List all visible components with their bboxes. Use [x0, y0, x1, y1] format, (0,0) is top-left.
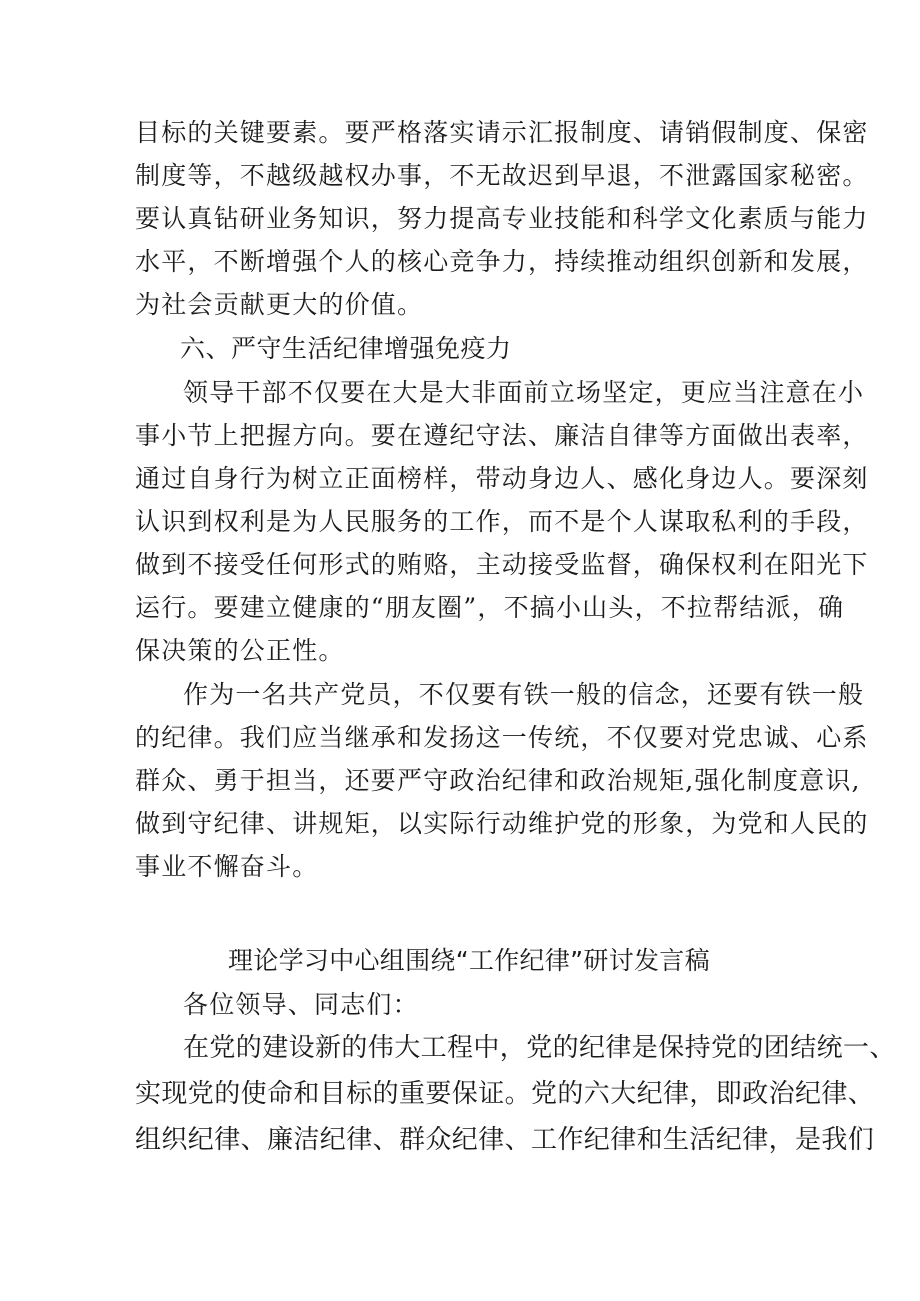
text-line: 做到不接受任何形式的贿赂，主动接受监督，确保权利在阳光下 [135, 550, 869, 579]
text-line: 实现党的使命和目标的重要保证。党的六大纪律，即政治纪律、 [135, 1079, 875, 1109]
text-line: 的纪律。我们应当继承和发扬这一传统，不仅要对党忠诚、心系 [135, 723, 869, 752]
text-line: 为社会贡献更大的价值。 [135, 290, 424, 319]
text-line: 组织纪律、廉洁纪律、群众纪律、工作纪律和生活纪律，是我们 [135, 1125, 875, 1155]
text-line: 认识到权利是为人民服务的工作，而不是个人谋取私利的手段， [135, 507, 869, 536]
section-heading: 六、严守生活纪律增强免疫力 [180, 334, 512, 363]
text-line: 事小节上把握方向。要在遵纪守法、廉洁自律等方面做出表率， [135, 421, 869, 450]
text-line: 在党的建设新的伟大工程中，党的纪律是保持党的团结统一、 [183, 1033, 896, 1063]
text-line: 目标的关键要素。要严格落实请示汇报制度、请销假制度、保密 [135, 118, 869, 147]
salutation: 各位领导、同志们： [183, 990, 419, 1019]
text-line: 通过自身行为树立正面榜样，带动身边人、感化身边人。要深刻 [135, 464, 869, 493]
document-title: 理论学习中心组围绕“工作纪律”研讨发言稿 [228, 946, 710, 975]
text-line: 做到守纪律、讲规矩，以实际行动维护党的形象，为党和人民的 [135, 809, 869, 838]
text-line: 运行。要建立健康的“朋友圈”，不搞小山头，不拉帮结派，确 [135, 593, 845, 622]
text-line: 水平，不断增强个人的核心竞争力，持续推动组织创新和发展， [135, 247, 869, 276]
text-line: 作为一名共产党员，不仅要有铁一般的信念，还要有铁一般 [183, 680, 865, 709]
text-line: 要认真钻研业务知识，努力提高专业技能和科学文化素质与能力 [135, 204, 869, 233]
text-line: 制度等，不越级越权办事，不无故迟到早退，不泄露国家秘密。 [135, 161, 869, 190]
text-line: 群众、勇于担当，还要严守政治纪律和政治规矩,强化制度意识, [135, 766, 861, 795]
text-line: 保决策的公正性。 [135, 636, 345, 665]
text-line: 事业不懈奋斗。 [135, 852, 319, 881]
text-line: 领导干部不仅要在大是大非面前立场坚定，更应当注意在小 [183, 378, 865, 407]
